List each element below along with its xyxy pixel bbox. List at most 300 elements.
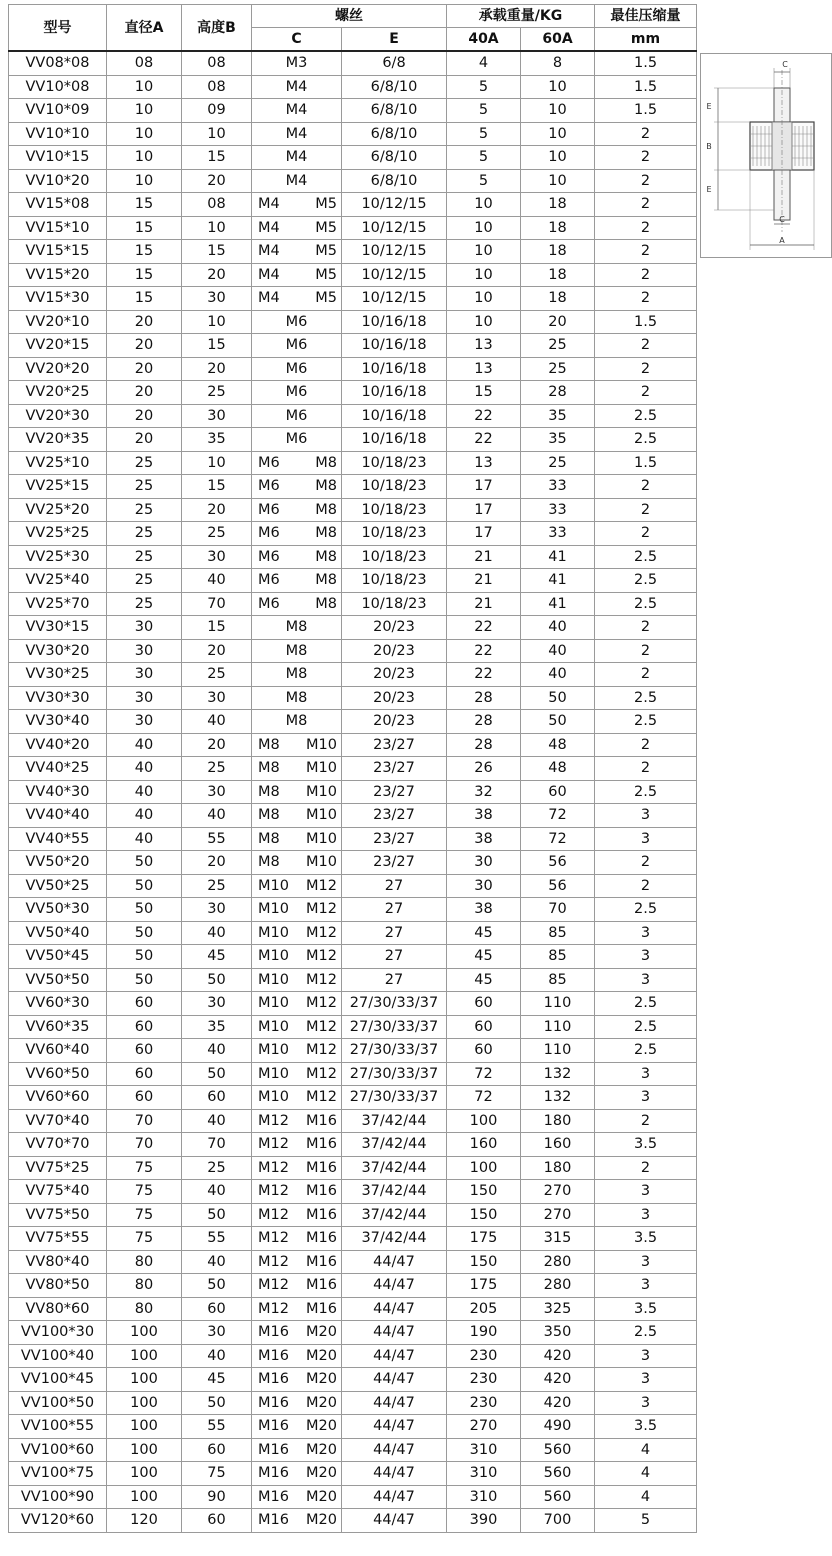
cell-height: 20 [182, 733, 252, 757]
thread-c-value: M8 [258, 807, 280, 823]
table-row [9, 1133, 697, 1157]
cell-load-60a: 33 [521, 475, 595, 499]
cell-model: VV100*45 [9, 1368, 107, 1392]
cell-thread-e: 37/42/44 [342, 1109, 447, 1133]
cell-thread-e: 44/47 [342, 1297, 447, 1321]
cell-model: VV20*20 [9, 357, 107, 381]
cell-thread-e: 44/47 [342, 1250, 447, 1274]
thread-c-value: M8 [285, 642, 308, 659]
cell-thread-e: 23/27 [342, 804, 447, 828]
cell-thread-c [252, 381, 342, 405]
cell-height: 08 [182, 51, 252, 75]
thread-c-value: M10 [258, 924, 289, 941]
cell-diameter: 20 [107, 357, 182, 381]
cell-height: 08 [182, 193, 252, 217]
cell-diameter: 50 [107, 874, 182, 898]
cell-compression: 2 [595, 146, 697, 170]
cell-load-60a: 560 [521, 1485, 595, 1509]
cell-load-60a: 180 [521, 1109, 595, 1133]
cell-load-60a: 700 [521, 1509, 595, 1533]
cell-compression: 2 [595, 733, 697, 757]
thread-c-value: M8 [258, 783, 280, 800]
cell-load-40a: 38 [447, 827, 521, 851]
table-row [9, 193, 697, 217]
thread-c-value: M12 [306, 924, 337, 941]
thread-c-value: M4 [258, 290, 280, 306]
cell-model: VV60*60 [9, 1086, 107, 1110]
cell-compression: 2 [595, 193, 697, 217]
cell-load-60a: 10 [521, 122, 595, 146]
cell-thread-c [252, 498, 342, 522]
cell-height: 55 [182, 1415, 252, 1439]
cell-height: 15 [182, 334, 252, 358]
cell-thread-c [252, 263, 342, 287]
cell-height: 90 [182, 1485, 252, 1509]
cell-load-40a: 22 [447, 428, 521, 452]
cell-load-60a: 560 [521, 1462, 595, 1486]
cell-thread-c [252, 1368, 342, 1392]
cell-thread-c [252, 75, 342, 99]
cell-load-60a: 85 [521, 921, 595, 945]
cell-thread-c [252, 404, 342, 428]
thread-c-value: M12 [258, 1159, 289, 1176]
cell-diameter: 100 [107, 1415, 182, 1439]
cell-height: 25 [182, 874, 252, 898]
thread-c-value: M16 [258, 1418, 289, 1434]
cell-compression: 2.5 [595, 404, 697, 428]
cell-thread-e: 6/8 [342, 51, 447, 75]
cell-thread-e: 37/42/44 [342, 1133, 447, 1157]
thread-c-value: M12 [258, 1230, 289, 1246]
cell-compression: 2 [595, 616, 697, 640]
cell-thread-e: 20/23 [342, 639, 447, 663]
cell-compression: 2.5 [595, 710, 697, 734]
cell-load-60a: 560 [521, 1438, 595, 1462]
cell-compression: 3.5 [595, 1415, 697, 1439]
cell-compression: 4 [595, 1485, 697, 1509]
cell-load-40a: 10 [447, 287, 521, 311]
cell-load-60a: 160 [521, 1133, 595, 1157]
cell-height: 15 [182, 616, 252, 640]
thread-c-value: M20 [306, 1418, 337, 1434]
cell-model: VV25*70 [9, 592, 107, 616]
cell-compression: 2 [595, 169, 697, 193]
cell-diameter: 60 [107, 1015, 182, 1039]
cell-diameter: 20 [107, 334, 182, 358]
cell-compression: 2.5 [595, 592, 697, 616]
thread-c-value: M8 [258, 854, 280, 870]
cell-load-40a: 100 [447, 1109, 521, 1133]
cell-load-60a: 110 [521, 1015, 595, 1039]
cell-diameter: 15 [107, 216, 182, 240]
thread-c-value: M20 [306, 1347, 337, 1364]
cell-thread-c [252, 334, 342, 358]
thread-c-value: M6 [258, 454, 280, 471]
cell-thread-e: 44/47 [342, 1344, 447, 1368]
cell-load-60a: 33 [521, 498, 595, 522]
cell-load-40a: 22 [447, 616, 521, 640]
thread-c-value: M16 [306, 1112, 337, 1129]
cell-load-40a: 160 [447, 1133, 521, 1157]
cell-model: VV50*40 [9, 921, 107, 945]
cell-diameter: 40 [107, 827, 182, 851]
cell-load-40a: 17 [447, 475, 521, 499]
cell-load-40a: 28 [447, 733, 521, 757]
thread-c-value: M10 [306, 854, 337, 870]
cell-diameter: 30 [107, 663, 182, 687]
cell-diameter: 20 [107, 428, 182, 452]
cell-height: 08 [182, 75, 252, 99]
cell-thread-e: 27/30/33/37 [342, 1015, 447, 1039]
cell-model: VV40*20 [9, 733, 107, 757]
cell-load-60a: 40 [521, 639, 595, 663]
thread-c-value: M8 [315, 525, 337, 541]
cell-height: 30 [182, 686, 252, 710]
cell-height: 40 [182, 710, 252, 734]
cell-model: VV50*50 [9, 968, 107, 992]
diagram-label-c-top: C [782, 60, 788, 69]
cell-diameter: 30 [107, 616, 182, 640]
cell-compression: 3 [595, 945, 697, 969]
table-row [9, 122, 697, 146]
cell-thread-e: 44/47 [342, 1509, 447, 1533]
cell-diameter: 30 [107, 639, 182, 663]
thread-c-value: M5 [315, 243, 337, 259]
thread-c-value: M8 [258, 736, 280, 753]
cell-load-60a: 280 [521, 1250, 595, 1274]
cell-load-60a: 28 [521, 381, 595, 405]
cell-compression: 3 [595, 1062, 697, 1086]
cell-compression: 3 [595, 1180, 697, 1204]
cell-thread-e: 37/42/44 [342, 1227, 447, 1251]
thread-c-value: M16 [258, 1324, 289, 1340]
cell-thread-e: 37/42/44 [342, 1156, 447, 1180]
cell-model: VV80*40 [9, 1250, 107, 1274]
table-row [9, 1344, 697, 1368]
cell-diameter: 60 [107, 1039, 182, 1063]
cell-thread-e: 44/47 [342, 1415, 447, 1439]
cell-compression: 2.5 [595, 898, 697, 922]
table-row [9, 851, 697, 875]
cell-diameter: 20 [107, 381, 182, 405]
cell-load-40a: 230 [447, 1391, 521, 1415]
cell-compression: 2.5 [595, 686, 697, 710]
cell-compression: 2 [595, 663, 697, 687]
table-row [9, 381, 697, 405]
cell-height: 10 [182, 122, 252, 146]
cell-load-60a: 18 [521, 240, 595, 264]
thread-c-value: M12 [258, 1253, 289, 1270]
cell-diameter: 100 [107, 1462, 182, 1486]
cell-thread-c [252, 1274, 342, 1298]
cell-compression: 4 [595, 1462, 697, 1486]
cell-model: VV30*40 [9, 710, 107, 734]
header-thread-e: E [342, 28, 447, 52]
cell-thread-c [252, 522, 342, 546]
cell-load-40a: 10 [447, 310, 521, 334]
cell-compression: 1.5 [595, 75, 697, 99]
cell-thread-c [252, 992, 342, 1016]
table-row [9, 475, 697, 499]
cell-load-40a: 21 [447, 545, 521, 569]
cell-diameter: 20 [107, 404, 182, 428]
cell-load-60a: 325 [521, 1297, 595, 1321]
cell-compression: 3 [595, 804, 697, 828]
cell-load-40a: 45 [447, 945, 521, 969]
cell-compression: 2 [595, 475, 697, 499]
thread-c-value: M16 [258, 1465, 289, 1481]
diagram-label-e-bottom: E [706, 185, 712, 194]
cell-diameter: 100 [107, 1438, 182, 1462]
cell-load-60a: 420 [521, 1391, 595, 1415]
cell-diameter: 20 [107, 310, 182, 334]
spec-table [8, 4, 697, 1533]
cell-height: 35 [182, 1015, 252, 1039]
cell-model: VV60*50 [9, 1062, 107, 1086]
thread-c-value: M8 [285, 713, 308, 729]
thread-c-value: M20 [306, 1512, 337, 1528]
cell-compression: 2 [595, 287, 697, 311]
cell-load-40a: 100 [447, 1156, 521, 1180]
cell-diameter: 70 [107, 1133, 182, 1157]
cell-thread-c [252, 639, 342, 663]
cell-load-60a: 18 [521, 193, 595, 217]
table-row [9, 616, 697, 640]
cell-height: 30 [182, 780, 252, 804]
cell-model: VV40*30 [9, 780, 107, 804]
cell-model: VV25*15 [9, 475, 107, 499]
thread-c-value: M8 [315, 548, 337, 565]
cell-diameter: 40 [107, 780, 182, 804]
thread-c-value: M16 [258, 1394, 289, 1411]
cell-load-40a: 13 [447, 334, 521, 358]
cell-load-60a: 40 [521, 663, 595, 687]
cell-diameter: 10 [107, 146, 182, 170]
thread-c-value: M16 [306, 1206, 337, 1223]
cell-compression: 2 [595, 334, 697, 358]
cell-load-60a: 41 [521, 569, 595, 593]
cell-load-60a: 18 [521, 216, 595, 240]
cell-thread-e: 10/12/15 [342, 287, 447, 311]
table-row [9, 639, 697, 663]
thread-c-value: M12 [258, 1136, 289, 1152]
cell-load-40a: 5 [447, 169, 521, 193]
cell-model: VV100*40 [9, 1344, 107, 1368]
table-row [9, 146, 697, 170]
cell-thread-c [252, 780, 342, 804]
cell-load-40a: 17 [447, 498, 521, 522]
cell-load-40a: 72 [447, 1062, 521, 1086]
thread-c-value: M3 [285, 55, 308, 71]
cell-load-60a: 56 [521, 874, 595, 898]
cell-thread-e: 10/16/18 [342, 357, 447, 381]
cell-model: VV60*35 [9, 1015, 107, 1039]
cell-height: 35 [182, 428, 252, 452]
cell-load-60a: 48 [521, 733, 595, 757]
cell-height: 10 [182, 310, 252, 334]
table-row [9, 240, 697, 264]
cell-diameter: 80 [107, 1274, 182, 1298]
cell-thread-c [252, 686, 342, 710]
cell-diameter: 100 [107, 1485, 182, 1509]
thread-c-value: M16 [306, 1159, 337, 1176]
thread-c-value: M12 [258, 1300, 289, 1317]
thread-c-value: M16 [258, 1371, 289, 1387]
cell-load-60a: 10 [521, 99, 595, 123]
cell-load-60a: 48 [521, 757, 595, 781]
cell-model: VV75*40 [9, 1180, 107, 1204]
cell-diameter: 15 [107, 263, 182, 287]
cell-load-60a: 50 [521, 710, 595, 734]
cell-load-40a: 310 [447, 1485, 521, 1509]
table-row [9, 169, 697, 193]
cell-compression: 3 [595, 827, 697, 851]
thread-c-value: M10 [258, 1065, 289, 1082]
cell-load-40a: 230 [447, 1368, 521, 1392]
cell-diameter: 100 [107, 1368, 182, 1392]
cell-load-60a: 33 [521, 522, 595, 546]
thread-c-value: M4 [285, 78, 308, 95]
cell-thread-e: 20/23 [342, 663, 447, 687]
cell-height: 70 [182, 1133, 252, 1157]
cell-load-40a: 38 [447, 898, 521, 922]
cell-thread-c [252, 545, 342, 569]
cell-thread-e: 27 [342, 945, 447, 969]
cell-thread-c [252, 1462, 342, 1486]
cell-thread-c [252, 310, 342, 334]
thread-c-value: M10 [306, 807, 337, 823]
cell-load-60a: 85 [521, 945, 595, 969]
cell-load-40a: 10 [447, 216, 521, 240]
table-row [9, 1062, 697, 1086]
cell-height: 25 [182, 1156, 252, 1180]
cell-model: VV30*30 [9, 686, 107, 710]
cell-model: VV50*45 [9, 945, 107, 969]
cell-thread-c [252, 451, 342, 475]
cell-diameter: 60 [107, 992, 182, 1016]
table-row [9, 334, 697, 358]
cell-compression: 2 [595, 357, 697, 381]
cell-model: VV60*30 [9, 992, 107, 1016]
cell-load-60a: 420 [521, 1344, 595, 1368]
cell-compression: 2 [595, 498, 697, 522]
cell-compression: 3.5 [595, 1297, 697, 1321]
cell-height: 40 [182, 1344, 252, 1368]
cell-model: VV80*50 [9, 1274, 107, 1298]
cell-thread-c [252, 146, 342, 170]
thread-c-value: M8 [285, 689, 308, 706]
cell-height: 25 [182, 381, 252, 405]
cell-diameter: 80 [107, 1250, 182, 1274]
cell-thread-c [252, 1015, 342, 1039]
thread-c-value: M5 [315, 196, 337, 212]
cell-height: 10 [182, 216, 252, 240]
cell-load-60a: 70 [521, 898, 595, 922]
cell-model: VV60*40 [9, 1039, 107, 1063]
table-row [9, 287, 697, 311]
cell-thread-e: 44/47 [342, 1391, 447, 1415]
cell-diameter: 25 [107, 592, 182, 616]
cell-diameter: 80 [107, 1297, 182, 1321]
cell-diameter: 10 [107, 99, 182, 123]
cell-compression: 2 [595, 240, 697, 264]
cell-thread-e: 10/18/23 [342, 592, 447, 616]
table-row [9, 1203, 697, 1227]
cell-compression: 1.5 [595, 310, 697, 334]
cell-model: VV40*40 [9, 804, 107, 828]
cell-compression: 3 [595, 968, 697, 992]
cell-thread-e: 10/18/23 [342, 451, 447, 475]
cell-diameter: 25 [107, 498, 182, 522]
thread-c-value: M12 [258, 1183, 289, 1199]
cell-load-60a: 25 [521, 357, 595, 381]
table-row [9, 1086, 697, 1110]
cell-compression: 3 [595, 1250, 697, 1274]
cell-model: VV75*50 [9, 1203, 107, 1227]
cell-height: 25 [182, 522, 252, 546]
cell-diameter: 10 [107, 122, 182, 146]
thread-c-value: M4 [285, 149, 308, 165]
cell-height: 20 [182, 498, 252, 522]
thread-c-value: M12 [258, 1112, 289, 1129]
cell-load-40a: 60 [447, 1039, 521, 1063]
cell-load-40a: 175 [447, 1274, 521, 1298]
thread-c-value: M10 [258, 901, 289, 917]
cell-thread-e: 27/30/33/37 [342, 1086, 447, 1110]
cell-height: 40 [182, 1180, 252, 1204]
table-row [9, 310, 697, 334]
cell-model: VV30*20 [9, 639, 107, 663]
table-row [9, 498, 697, 522]
thread-c-value: M8 [315, 572, 337, 588]
cell-diameter: 60 [107, 1086, 182, 1110]
cell-thread-e: 27/30/33/37 [342, 1062, 447, 1086]
cell-thread-c [252, 898, 342, 922]
cell-load-40a: 4 [447, 51, 521, 75]
thread-c-value: M16 [306, 1183, 337, 1199]
cell-diameter: 75 [107, 1156, 182, 1180]
cell-load-60a: 10 [521, 75, 595, 99]
cell-load-60a: 132 [521, 1062, 595, 1086]
cell-model: VV80*60 [9, 1297, 107, 1321]
cell-load-40a: 310 [447, 1438, 521, 1462]
cell-thread-e: 10/18/23 [342, 498, 447, 522]
cell-compression: 2 [595, 216, 697, 240]
cell-thread-e: 27/30/33/37 [342, 1039, 447, 1063]
cell-load-40a: 150 [447, 1203, 521, 1227]
cell-thread-c [252, 1039, 342, 1063]
cell-thread-c [252, 1485, 342, 1509]
cell-thread-e: 27/30/33/37 [342, 992, 447, 1016]
cell-load-60a: 72 [521, 827, 595, 851]
cell-height: 50 [182, 1391, 252, 1415]
table-row [9, 1109, 697, 1133]
table-row [9, 1321, 697, 1345]
cell-load-40a: 270 [447, 1415, 521, 1439]
cell-thread-e: 27 [342, 898, 447, 922]
thread-c-value: M16 [306, 1136, 337, 1152]
cell-thread-c [252, 1438, 342, 1462]
cell-thread-c [252, 1415, 342, 1439]
cell-height: 30 [182, 1321, 252, 1345]
thread-c-value: M20 [306, 1394, 337, 1411]
cell-thread-e: 10/18/23 [342, 545, 447, 569]
header-compression: 最佳压缩量 [595, 5, 697, 28]
cell-model: VV40*55 [9, 827, 107, 851]
cell-compression: 2.5 [595, 1321, 697, 1345]
cell-thread-c [252, 122, 342, 146]
thread-c-value: M16 [258, 1441, 289, 1458]
